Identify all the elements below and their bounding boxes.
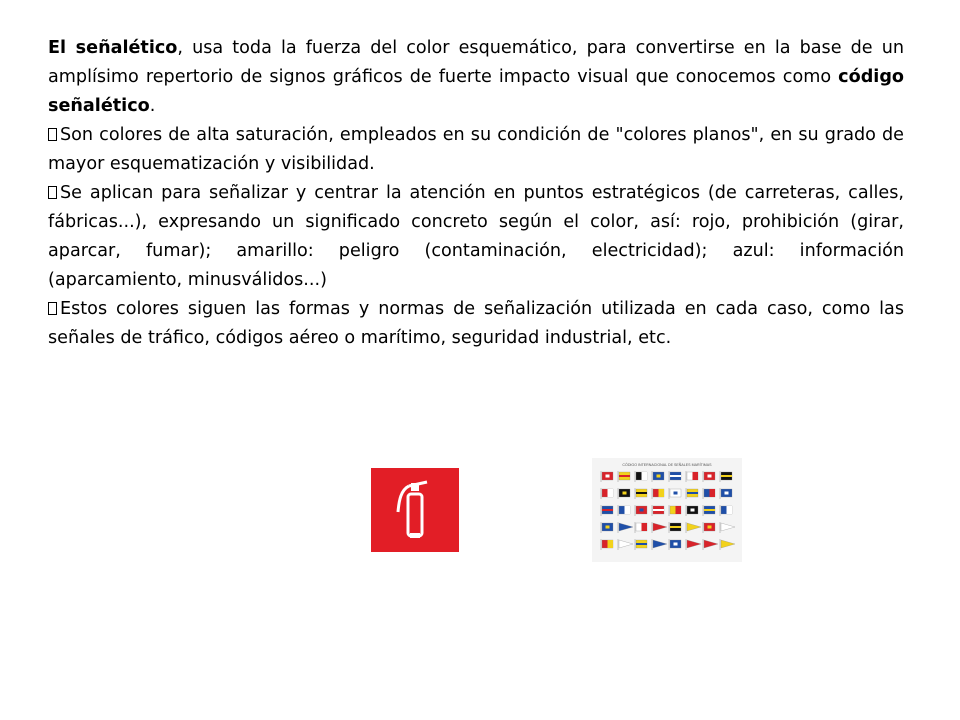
signal-flag-marking xyxy=(674,543,678,546)
signal-flag-marking xyxy=(636,543,647,545)
maritime-signal-flags-icon xyxy=(592,458,742,562)
signal-flag-marking xyxy=(608,540,614,548)
signal-flag-marking xyxy=(636,492,647,494)
flags-chart-background xyxy=(592,458,742,562)
paragraph-4-text: Estos colores siguen las formas y normas de señalización utilizada en cada caso, como las señales de tráfico, códigos aéreo o marítimo, seguridad industrial, etc. xyxy=(48,299,904,348)
paragraph-senaletico xyxy=(48,34,904,121)
signal-flag-marking xyxy=(727,506,733,514)
paragraph-forms-norms xyxy=(48,295,904,353)
flags-chart-title: CÓDIGO INTERNACIONAL DE SEÑALES MARÍTIMAS xyxy=(622,463,712,467)
signal-flag-marking xyxy=(602,509,613,511)
paragraph-saturation xyxy=(48,121,904,179)
fire-extinguisher-icon xyxy=(371,468,459,552)
bullet-glyph-icon xyxy=(48,186,57,199)
bullet-glyph-icon xyxy=(48,302,57,315)
paragraph-1-end: . xyxy=(149,96,156,116)
signal-flag-marking xyxy=(721,475,732,477)
signal-flag-marking xyxy=(710,489,716,497)
signal-flag-marking xyxy=(606,475,610,478)
bold-term-codigo-senaletico: código señalético xyxy=(48,67,904,116)
signal-flag-marking xyxy=(608,489,614,497)
signal-flag-marking xyxy=(625,506,631,514)
signal-flag-marking xyxy=(687,492,698,494)
signal-flag-marking xyxy=(642,523,648,531)
signal-flag-marking xyxy=(670,526,681,528)
signal-flag-marking xyxy=(619,475,630,477)
signal-flag-marking xyxy=(640,509,644,512)
signal-flag-marking xyxy=(642,472,648,480)
signal-flag-marking xyxy=(725,492,729,495)
signal-flag-marking xyxy=(676,506,682,514)
paragraph-3-text: Se aplican para señalizar y centrar la atención en puntos estratégicos (de carreteras, calles, fábricas...), expresando un significado concreto según el color, así: rojo, prohibición (girar, aparcar, fumar); amarillo: peligro (contaminación, electricidad); azul: información (aparcamiento, minusválidos...) xyxy=(48,183,904,290)
signal-flag-marking xyxy=(691,509,695,512)
signal-flag-marking xyxy=(606,526,610,529)
signal-flag-marking xyxy=(693,472,699,480)
slide-body-text xyxy=(48,34,904,353)
paragraph-signal-points xyxy=(48,179,904,295)
signal-flag-marking xyxy=(653,509,664,511)
signal-flag-marking xyxy=(659,489,665,497)
signal-flag-marking xyxy=(708,526,712,529)
signal-flag-marking xyxy=(670,475,681,477)
signal-flag-marking xyxy=(623,492,627,495)
extinguisher-sign-background xyxy=(371,468,459,552)
signal-flag-marking xyxy=(674,492,678,495)
paragraph-1-text: , usa toda la fuerza del color esquemático, para convertirse en la base de un amplísimo repertorio de signos gráficos de fuerte impacto visual que conocemos como xyxy=(48,38,905,87)
paragraph-2-text: Son colores de alta saturación, empleados en su condición de "colores planos", en su grado de mayor esquematización y visibilidad. xyxy=(48,125,904,174)
bullet-glyph-icon xyxy=(48,128,57,141)
signal-flag-marking xyxy=(708,475,712,478)
signal-flag-marking xyxy=(704,509,715,511)
bold-term-senaletico: El señalético xyxy=(48,38,178,58)
signal-flag-marking xyxy=(657,475,661,478)
